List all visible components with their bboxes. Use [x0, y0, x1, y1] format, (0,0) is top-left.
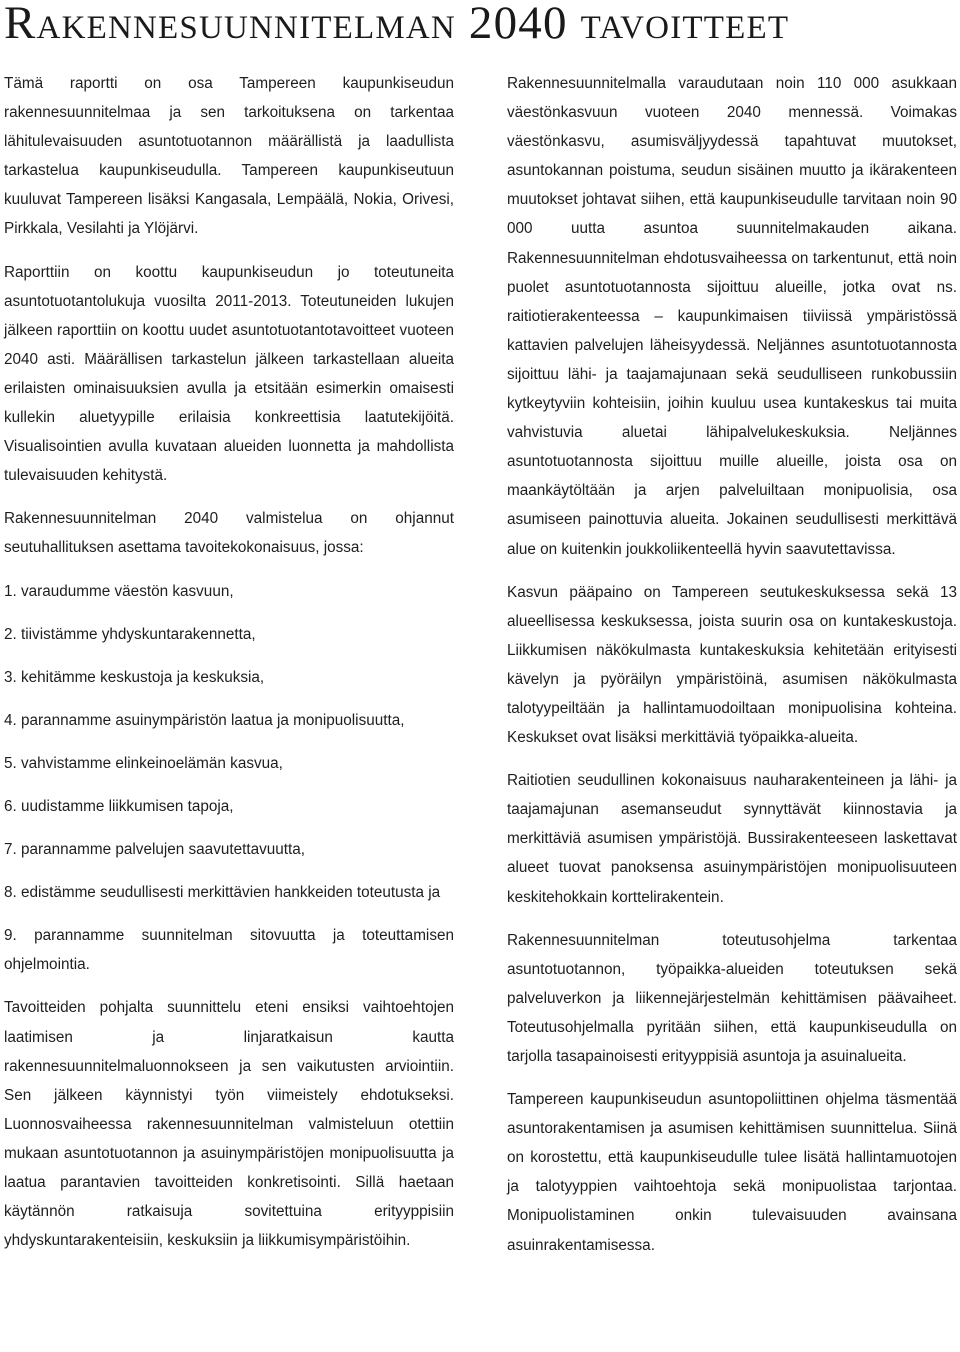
goals-intro-paragraph: Rakennesuunnitelman 2040 valmistelua on ohjannut seutuhallituksen asettama tavoitekokonaisuus, jossa:: [4, 510, 454, 557]
goal-item: 7. parannamme palvelujen saavutettavuutta,: [4, 841, 306, 859]
goal-item: 1. varaudumme väestön kasvuun,: [4, 582, 234, 600]
intro-paragraph: Tämä raportti on osa Tampereen kaupunkiseudun rakennesuunnitelmaa ja sen tarkoituksena on tarkentaa lähitulevaisuuden asuntotuotannon määrällistä ja laadullista tarkastelua kaupunkiseudulla. Tampereen kaupunkiseutuun kuuluvat Tampereen lisäksi Kangasala, Lempäälä, Nokia, Orivesi, Pirkkala, Vesilahti ja Ylöjärvi.: [4, 75, 454, 238]
goal-item: 3. kehitämme keskustoja ja keskuksia,: [4, 668, 265, 686]
left-column: [4, 69, 454, 1269]
tram-paragraph: Raitiotien seudullinen kokonaisuus nauharakenteineen ja lähi- ja taajamajunan asemanseudut synnyttävät kiinnostavia ja merkittäviä asumisen ympäristöjä. Bussirakenteeseen laskettavat alueet tuovat panoksensa asuinympäristöjen monipuolisuuteen keskitehokkain korttelirakentein.: [507, 772, 957, 906]
goal-item: 4. parannamme asuinympäristön laatua ja monipuolisuutta,: [4, 711, 405, 729]
goal-item: 9. parannamme suunnitelman sitovuutta ja toteuttamisen ohjelmointia.: [4, 927, 454, 974]
goal-item: 5. vahvistamme elinkeinoelämän kasvua,: [4, 754, 283, 772]
centers-paragraph: Kasvun pääpaino on Tampereen seutukeskuksessa sekä 13 alueellisessa keskuksessa, joista suurin osa on kuntakeskustoja. Liikkumisen näkökulmasta kuntakeskuksia kehitetään erityisesti kävelyn ja pyöräilyn ympäristöinä, asumisen näkökulmasta talotyypeiltään ja hallintamuodoiltaan monipuolisina kohteina. Keskukset ovat lisäksi merkittäviä työpaikka-alueita.: [507, 583, 957, 747]
implementation-paragraph: Rakennesuunnitelman toteutusohjelma tarkentaa asuntotuotannon, työpaikka-alueiden toteutuksen sekä palveluverkon ja liikennejärjestelmän kehittämisen päävaiheet. Toteutusohjelmalla pyritään siihen, että kaupunkiseudulla on tarjolla tasapainoisesti erityyppisiä asuntoja ja asuinalueita.: [507, 931, 957, 1065]
right-column: [507, 69, 957, 1274]
process-paragraph: Tavoitteiden pohjalta suunnittelu eteni ensiksi vaihtoehtojen laatimisen ja linjaratkaisun kautta rakennesuunnitelmaluonnokseen ja sen vaikutusten arviointiin. Sen jälkeen käynnistyi työn viimeistely ehdotukseksi. Luonnosvaiheessa rakennesuunnitelman valmisteluun otettiin mukaan asuntotuotannon ja asuinympäristöjen monipuolisuutta ja laatua parantavien tavoitteiden konkretisointi. Sillä haetaan käytännön ratkaisuja sovitettuina erityyppisiin yhdyskuntarakenteisiin, keskuksiin ja liikkumisympäristöihin.: [4, 999, 454, 1250]
goal-item: 6. uudistamme liikkumisen tapoja,: [4, 797, 234, 815]
policy-paragraph: Tampereen kaupunkiseudun asuntopoliittinen ohjelma täsmentää asuntorakentamisen ja asumisen kehittämisen suunnittelua. Siinä on korostettu, että kaupunkiseudulle tulee lisätä hallintamuotojen ja talotyyppien vaihtoehtoja sekä monipuolistaa tarjontaa. Monipuolistaminen onkin tulevaisuuden avainsana asuinrakentamisessa.: [507, 1091, 957, 1254]
goal-item: 2. tiivistämme yhdyskuntarakennetta,: [4, 625, 256, 643]
method-paragraph: Raporttiin on koottu kaupunkiseudun jo toteutuneita asuntotuotantolukuja vuosilta 2011-2013. Toteutuneiden lukujen jälkeen raporttiin on koottu uudet asuntotuotantotavoitteet vuoteen 2040 asti. Määrällisen tarkastelun jälkeen tarkastellaan alueita erilaisten ominaisuuksien avulla ja etsitään esimerkin omaisesti kullekin aluetyypille erilaisia konkreettisia laatutekijöitä. Visualisointien avulla kuvataan alueiden luonnetta ja mahdollista tulevaisuuden kehitystä.: [4, 263, 454, 485]
page-title: Rakennesuunnitelman 2040 tavoitteet: [4, 0, 790, 49]
goal-item: 8. edistämme seudullisesti merkittävien hankkeiden toteutusta ja: [4, 884, 441, 902]
growth-paragraph: Rakennesuunnitelmalla varaudutaan noin 110 000 asukkaan väestönkasvuun vuoteen 2040 mennessä. Voimakas väestönkasvu, asumisväljyydessä tapahtuvat muutokset, asuntokannan poistuma, seudun sisäinen muutto ja ikärakenteen muutokset johtavat siihen, että kaupunkiseudulle tarvitaan noin 90 000 uutta asuntoa suunnitelmakauden aikana. Rakennesuunnitelman ehdotusvaiheessa on tarkentunut, että noin puolet asuntotuotannosta sijoittuu alueille, jotka ovat ns. raitiotierakenteessa – kaupunkimaisen tiiviissä ympäristössä kattavien palvelujen läheisyydessä. Neljännes asuntotuotannosta sijoittuu lähi- ja taajamajunaan sekä seudulliseen runkobussiin kytkeytyviin kohteisiin, joihin kuuluu usea kuntakeskus tai muita vahvistuvia aluetai lähipalvelukeskuksia. Neljännes asuntotuotannosta sijoittuu muille alueille, joista osa on maankäytöltään ja arjen palveluiltaan monipuolisia, osa asumiseen painottuvia alueita. Jokainen seudullisesti merkittävä alue on kuitenkin joukkoliikenteellä hyvin saavutettavissa.: [507, 75, 957, 558]
